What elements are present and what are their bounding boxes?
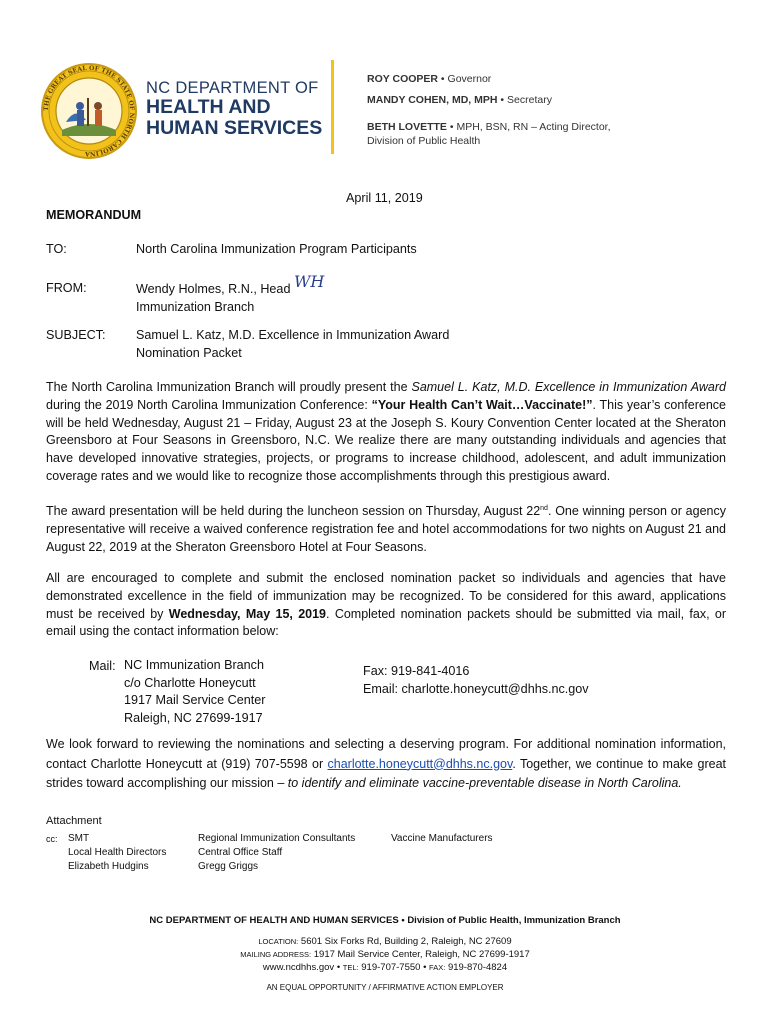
footer-eeo: AN EQUAL OPPORTUNITY / AFFIRMATIVE ACTION EMPLOYER — [266, 983, 504, 992]
tel-label: TEL: — [342, 963, 359, 972]
p2-sup: nd — [540, 505, 548, 512]
paragraph-2 — [46, 500, 726, 557]
fax-contact: Fax: 919-841-4016 — [363, 664, 470, 678]
mission-statement: to identify and eliminate vaccine-preventable disease in North Carolina. — [287, 776, 682, 790]
p3-text-b: . Completed nomination packets should be submitted via mail, fax, or email using the contact information below: — [46, 606, 726, 639]
dept-line-1: NC DEPARTMENT OF — [146, 79, 319, 97]
mail-line: NC Immunization Branch — [124, 658, 264, 672]
signature: WH — [293, 272, 325, 291]
mail-line: 1917 Mail Service Center — [124, 693, 266, 707]
from-label: FROM: — [46, 281, 87, 295]
bullet: • — [500, 94, 505, 106]
p2-text-a: The award presentation will be held during the luncheon session on Thursday, August 22 — [46, 504, 541, 519]
bullet: • — [449, 121, 454, 133]
mail-line: c/o Charlotte Honeycutt — [124, 675, 256, 690]
p4-text-b: . Together, we continue to make great strides toward accomplishing our mission – — [46, 756, 726, 790]
svg-text:THE GREAT SEAL OF THE STATE OF: THE GREAT SEAL OF THE STATE OF NORTH CAROLINA — [42, 64, 136, 158]
footer-title: NC DEPARTMENT OF HEALTH AND HUMAN SERVICES • Division of Public Health, Immunization Branch — [149, 915, 621, 926]
cc-item: Gregg Griggs — [198, 861, 259, 872]
p4-text-a: We look forward to reviewing the nominations and selecting a deserving program. For additional nomination information, contact Charlotte Honeycutt at (919) 707-5598 or — [46, 737, 726, 771]
mail-label: Mail: — [89, 659, 116, 673]
dept-line-3: HUMAN SERVICES — [146, 116, 323, 139]
attachment-label: Attachment — [46, 815, 102, 827]
cc-column-2 — [198, 832, 355, 874]
cc-column-1 — [68, 832, 166, 874]
state-seal — [40, 62, 138, 160]
footer-location — [0, 936, 770, 947]
p1-text-c: . This year’s conference will be held Wednesday, August 21 – Friday, August 23 at the Joseph S. Koury Convention Center located at the Sheraton Greensboro at Four Seasons in Greensboro, N.C. We realize there are many outstanding individuals and agencies that have developed innovative strategies, projects, or programs to increase childhood, adolescent, and adult immunization coverage rates and we would like to recognize those accomplishments through this prestigious award. — [46, 397, 727, 483]
fax-value: 919-870-4824 — [447, 962, 508, 973]
director-name: BETH LOVETTE — [367, 121, 447, 133]
paragraph-3 — [46, 570, 726, 641]
email-link[interactable]: charlotte.honeycutt@dhhs.nc.gov — [327, 756, 513, 771]
director-division: Division of Public Health — [367, 135, 481, 147]
official-secretary — [367, 94, 667, 120]
paragraph-1 — [46, 379, 726, 486]
director-title: MPH, BSN, RN – Acting Director, — [456, 121, 611, 133]
from-name: Wendy Holmes, R.N., Head — [136, 282, 291, 296]
cc-label: cc: — [46, 834, 58, 844]
memo-heading: MEMORANDUM — [46, 208, 142, 222]
p3-text-a: All are encouraged to complete and submit the enclosed nomination packet so individuals and agencies that have demonstrated excellence in the field of immunization may be recognized. To be considered for this award, applications must be received by — [46, 571, 726, 621]
subject-label: SUBJECT: — [46, 328, 106, 342]
governor-name: ROY COOPER — [367, 73, 438, 85]
deadline: Wednesday, May 15, 2019 — [168, 606, 327, 621]
cc-item: Central Office Staff — [198, 847, 283, 858]
footer-mailing — [0, 949, 770, 960]
email-contact: Email: charlotte.honeycutt@dhhs.nc.gov — [363, 682, 589, 696]
p1-text-a: The North Carolina Immunization Branch will proudly present the — [46, 380, 412, 394]
website: www.ncdhhs.gov — [262, 962, 335, 973]
dept-line-2: HEALTH AND — [146, 96, 271, 119]
location-label: LOCATION: — [258, 937, 299, 946]
subject-line-1: Samuel L. Katz, M.D. Excellence in Immunization Award — [136, 328, 450, 342]
official-governor — [367, 73, 667, 94]
location-value: 5601 Six Forks Rd, Building 2, Raleigh, NC 27609 — [300, 936, 512, 947]
award-name: Samuel L. Katz, M.D. Excellence in Immunization Award — [411, 380, 726, 394]
footer-contact — [0, 962, 770, 973]
secretary-title: Secretary — [507, 94, 552, 106]
conference-theme: “Your Health Can’t Wait…Vaccinate!” — [371, 397, 593, 412]
department-name — [146, 80, 322, 138]
to-label: TO: — [46, 242, 67, 256]
subject-value — [136, 326, 449, 362]
mailing-label: MAILING ADDRESS: — [240, 950, 312, 959]
header-divider — [331, 60, 334, 154]
bullet: • — [440, 73, 445, 85]
cc-item: Local Health Directors — [68, 847, 167, 858]
mailing-value: 1917 Mail Service Center, Raleigh, NC 27699-1917 — [313, 949, 530, 960]
cc-item: Elizabeth Hudgins — [68, 861, 149, 872]
memo-date: April 11, 2019 — [346, 191, 423, 205]
official-director — [367, 120, 667, 148]
seal-ring-text — [40, 62, 138, 160]
subject-line-2: Nomination Packet — [136, 346, 242, 360]
p2-text-b: . One winning person or agency representative will receive a waived conference registration fee and hotel accommodations for two nights on August 21 and August 22, 2019 at the Sheraton Greensboro Hotel at Four Seasons. — [46, 504, 726, 554]
cc-item: SMT — [68, 833, 90, 844]
cc-item: Regional Immunization Consultants — [198, 833, 356, 844]
p1-text-b: during the 2019 North Carolina Immunization Conference: — [46, 397, 372, 412]
officials-block — [367, 73, 667, 148]
tel-value: 919-707-7550 — [361, 962, 421, 973]
secretary-name: MANDY COHEN, MD, MPH — [367, 94, 498, 106]
cc-column-3 — [391, 832, 493, 846]
from-value — [136, 272, 325, 316]
cc-item: Vaccine Manufacturers — [391, 833, 493, 844]
from-branch: Immunization Branch — [136, 300, 255, 314]
fax-label: FAX: — [429, 963, 446, 972]
paragraph-4 — [46, 735, 726, 794]
bullet: • — [336, 962, 341, 973]
mail-line: Raleigh, NC 27699-1917 — [124, 710, 263, 725]
to-value: North Carolina Immunization Program Participants — [136, 242, 417, 256]
bullet: • — [423, 962, 427, 973]
mail-address — [124, 657, 265, 727]
governor-title: Governor — [447, 73, 492, 85]
